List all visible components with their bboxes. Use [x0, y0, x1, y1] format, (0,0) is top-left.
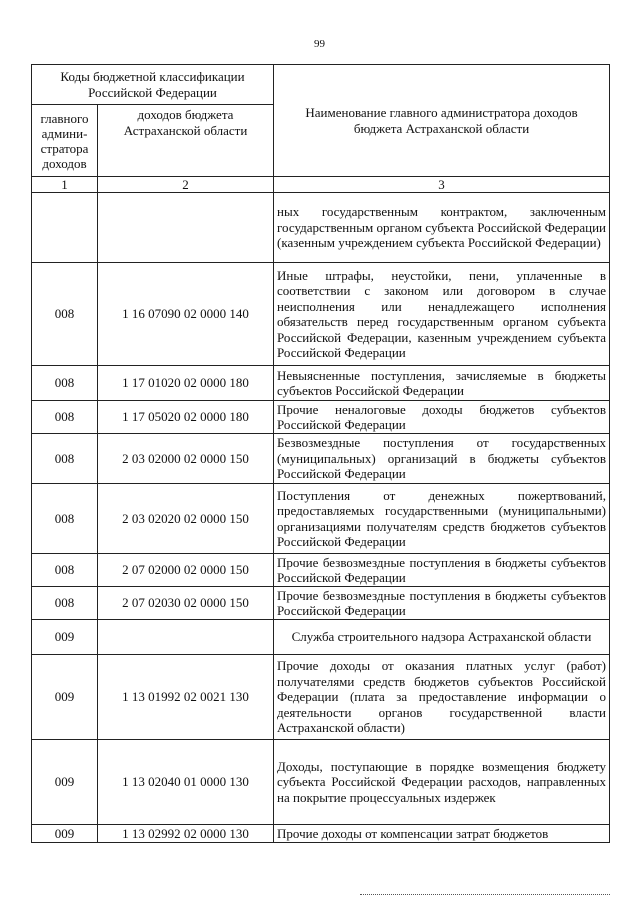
- income-name-cell: Доходы, поступающие в порядке возмещения бюджету субъекта Российской Федерации расходов, направленных на покрытие процессуальных издержек: [274, 740, 610, 825]
- income-name-cell: Поступления от денежных пожертвований, предоставляемых государственными (муниципальными) организациями получателям средств бюджетов субъектов Российской Федерации: [274, 484, 610, 554]
- admin-code-cell: 008: [32, 366, 98, 401]
- col-number-1: 1: [32, 177, 98, 193]
- admin-code-cell: 009: [32, 620, 98, 655]
- admin-code-cell: 008: [32, 484, 98, 554]
- col-number-2: 2: [98, 177, 274, 193]
- table-row: [32, 434, 610, 484]
- table-row: [32, 655, 610, 740]
- header-col2-title: доходов бюджета Астраханской области: [98, 105, 274, 177]
- table-row: [32, 484, 610, 554]
- income-name-cell: Иные штрафы, неустойки, пени, уплаченные в соответствии с законом или договором в случае неисполнения или ненадлежащего исполнения обязательств перед государственным органом субъекта Российской Федерации, казенным учреждением субъекта Российской Федерации: [274, 263, 610, 366]
- budget-code-cell: 1 16 07090 02 0000 140: [98, 263, 274, 366]
- income-name-cell: ных государственным контрактом, заключенным государственным органом субъекта Российской Федерации (казенным учреждением субъекта Российской Федерации): [274, 193, 610, 263]
- income-name-cell: Прочие безвозмездные поступления в бюджеты субъектов Российской Федерации: [274, 587, 610, 620]
- table-row: [32, 825, 610, 843]
- income-name-cell: Служба строительного надзора Астраханской области: [274, 620, 610, 655]
- page-bottom-rule: [360, 894, 610, 895]
- admin-code-cell: 008: [32, 401, 98, 434]
- table-row: [32, 401, 610, 434]
- budget-code-cell: [98, 620, 274, 655]
- budget-code-cell: 1 13 01992 02 0021 130: [98, 655, 274, 740]
- budget-code-cell: 1 17 01020 02 0000 180: [98, 366, 274, 401]
- table-row: [32, 587, 610, 620]
- table-row: [32, 740, 610, 825]
- budget-code-cell: 1 17 05020 02 0000 180: [98, 401, 274, 434]
- admin-code-cell: 008: [32, 554, 98, 587]
- admin-code-cell: 009: [32, 655, 98, 740]
- admin-code-cell: 008: [32, 587, 98, 620]
- header-row-numbers: [32, 177, 610, 193]
- table-row: [32, 366, 610, 401]
- income-name-cell: Невыясненные поступления, зачисляемые в бюджеты субъектов Российской Федерации: [274, 366, 610, 401]
- page-number: 99: [314, 38, 325, 50]
- table-row: [32, 263, 610, 366]
- budget-code-cell: 2 03 02000 02 0000 150: [98, 434, 274, 484]
- income-name-cell: Прочие неналоговые доходы бюджетов субъектов Российской Федерации: [274, 401, 610, 434]
- table-row: [32, 620, 610, 655]
- budget-classification-table: [31, 64, 610, 843]
- admin-code-cell: 008: [32, 263, 98, 366]
- budget-code-cell: 1 13 02992 02 0000 130: [98, 825, 274, 843]
- budget-code-cell: [98, 193, 274, 263]
- income-name-cell: Безвозмездные поступления от государственных (муниципальных) организаций в бюджеты субъектов Российской Федерации: [274, 434, 610, 484]
- table-row: [32, 193, 610, 263]
- admin-code-cell: 008: [32, 434, 98, 484]
- budget-code-cell: 1 13 02040 01 0000 130: [98, 740, 274, 825]
- income-name-cell: Прочие доходы от компенсации затрат бюджетов: [274, 825, 610, 843]
- income-name-cell: Прочие доходы от оказания платных услуг (работ) получателями средств бюджетов субъектов Российской Федерации (плата за предоставление информации о деятельности органов государственной власти Астраханской области): [274, 655, 610, 740]
- header-row-group: [32, 65, 610, 105]
- budget-code-cell: 2 03 02020 02 0000 150: [98, 484, 274, 554]
- budget-code-cell: 2 07 02030 02 0000 150: [98, 587, 274, 620]
- admin-code-cell: 009: [32, 825, 98, 843]
- admin-code-cell: [32, 193, 98, 263]
- header-group-title: Коды бюджетной классификации Российской Федерации: [32, 65, 274, 105]
- col-number-3: 3: [274, 177, 610, 193]
- header-col1-title: главного админи-стратора доходов: [32, 105, 98, 177]
- table-row: [32, 554, 610, 587]
- budget-code-cell: 2 07 02000 02 0000 150: [98, 554, 274, 587]
- income-name-cell: Прочие безвозмездные поступления в бюджеты субъектов Российской Федерации: [274, 554, 610, 587]
- header-col3-title: Наименование главного администратора доходов бюджета Астраханской области: [274, 65, 610, 177]
- admin-code-cell: 009: [32, 740, 98, 825]
